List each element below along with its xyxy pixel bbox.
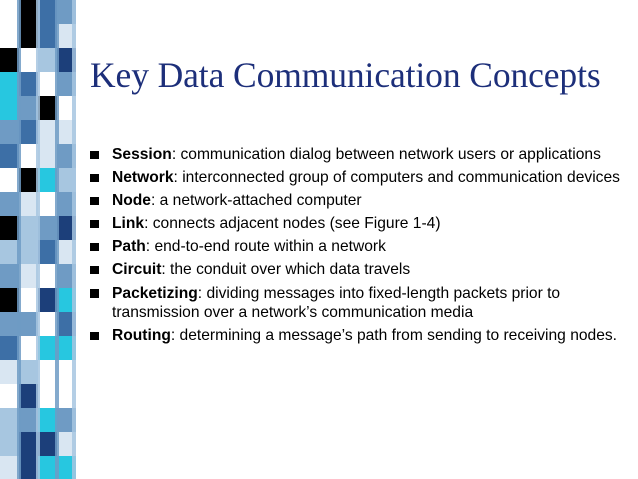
square-bullet-icon [90, 174, 99, 183]
bullet-description: : a network-attached computer [150, 192, 362, 210]
square-bullet-icon [90, 266, 99, 275]
bullet-packetizing [90, 284, 630, 323]
square-bullet-icon [90, 332, 99, 341]
bullet-description: : dividing messages into fixed-length packets prior to transmission over a network’s communication media [112, 284, 561, 322]
bullet-routing [90, 326, 630, 346]
decorative-sidebar [0, 0, 76, 479]
bullet-link [90, 214, 630, 234]
bullet-session [90, 145, 630, 165]
bullet-node [90, 191, 630, 211]
square-bullet-icon [90, 220, 99, 229]
bullet-description: : end-to-end route within a network [145, 238, 386, 256]
square-bullet-icon [90, 243, 99, 252]
bullet-term: Path [112, 238, 146, 256]
bullet-term: Link [112, 215, 145, 233]
bullet-term: Routing [112, 327, 171, 345]
bullet-description: : communication dialog between network users or applications [171, 146, 601, 163]
bullet-term: Circuit [112, 261, 162, 279]
slide-title: Key Data Communication Concepts [90, 55, 601, 95]
square-bullet-icon [90, 197, 99, 206]
sidebar-stripe [36, 0, 40, 479]
bullet-term: Network [112, 169, 174, 187]
sidebar-stripe [72, 0, 76, 479]
bullet-circuit [90, 260, 630, 280]
square-bullet-icon [90, 289, 99, 298]
bullet-description: : connects adjacent nodes (see Figure 1-4) [144, 215, 441, 233]
bullet-list [90, 145, 630, 349]
bullet-path [90, 237, 630, 257]
bullet-description: : interconnected group of computers and communication devices [173, 169, 620, 187]
bullet-term: Node [112, 192, 151, 210]
square-bullet-icon [90, 151, 99, 160]
sidebar-stripe [55, 0, 59, 479]
bullet-description: : the conduit over which data travels [161, 261, 411, 279]
bullet-network [90, 168, 630, 188]
bullet-description: : determining a message’s path from sending to receiving nodes. [170, 327, 618, 345]
bullet-term: Packetizing [112, 284, 198, 302]
sidebar-stripe [17, 0, 21, 479]
bullet-term: Session [112, 146, 172, 163]
